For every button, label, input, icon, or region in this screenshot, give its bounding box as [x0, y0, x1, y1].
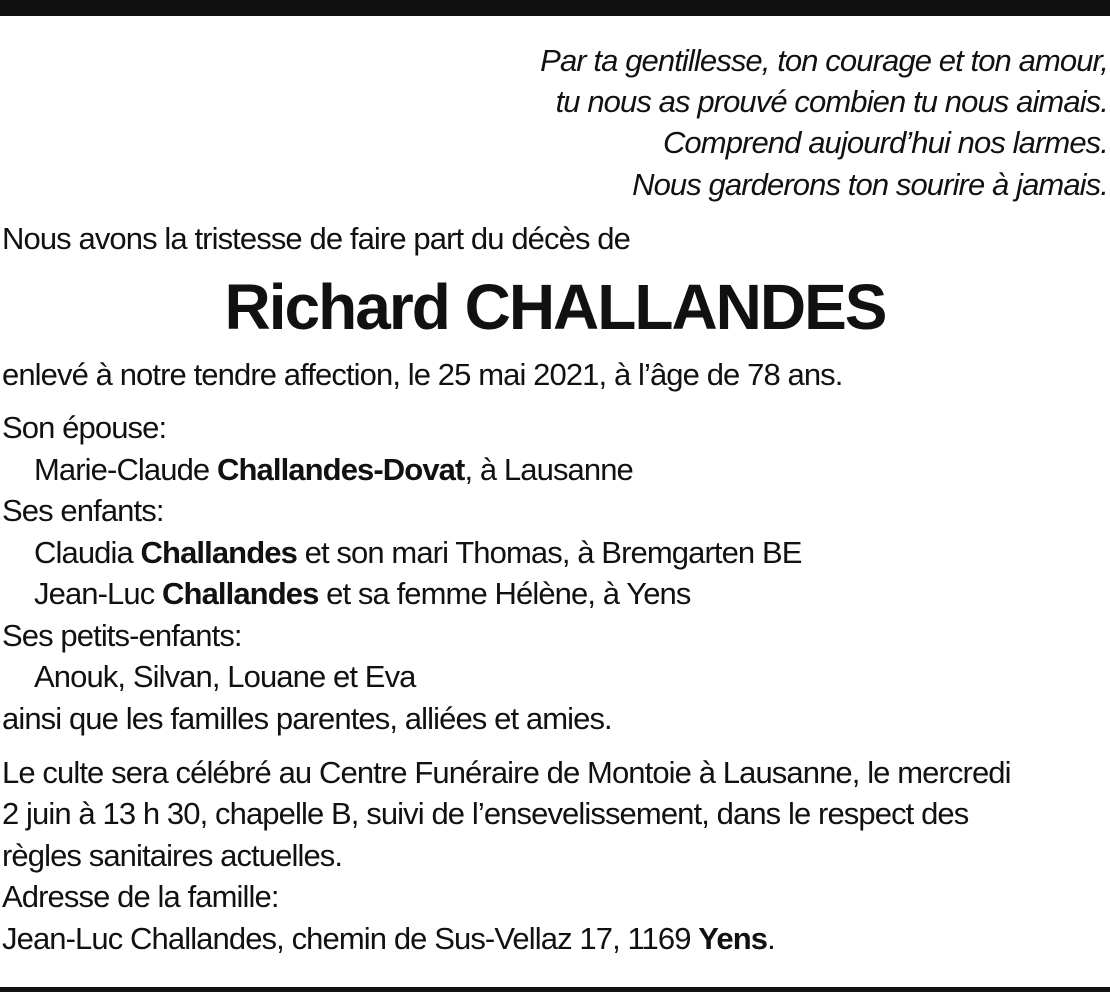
poem-line-3: Comprend aujourd’hui nos larmes. — [662, 125, 1108, 160]
poem-line-2: tu nous as prouvé combien tu nous aimais. — [555, 84, 1108, 119]
child-details: et sa femme Hélène, à Yens — [318, 576, 691, 611]
address-label: Adresse de la famille: — [2, 879, 279, 914]
bottom-border-rule — [0, 987, 1110, 992]
deceased-name: Richard CHALLANDES — [224, 271, 886, 343]
address-town: Yens — [698, 921, 768, 956]
family-address — [2, 918, 775, 960]
top-border-rule — [0, 0, 1110, 16]
announcement-details: enlevé à notre tendre affection, le 25 mai 2021, à l’âge de 78 ans. — [2, 357, 843, 392]
spouse-location: , à Lausanne — [464, 452, 633, 487]
children-label: Ses enfants: — [2, 493, 164, 528]
spouse-last-name: Challandes-Dovat — [217, 452, 465, 487]
grandchildren-names: Anouk, Silvan, Louane et Eva — [34, 659, 416, 694]
child-details: et son mari Thomas, à Bremgarten BE — [296, 535, 802, 570]
poem-line-1: Par ta gentillesse, ton courage et ton amour, — [540, 43, 1108, 78]
spouse-first-name: Marie-Claude — [34, 452, 217, 487]
spouse-label: Son épouse: — [2, 410, 167, 445]
service-line-3: règles sanitaires actuelles. — [2, 838, 343, 873]
child-entry-2 — [34, 573, 691, 615]
spouse-entry — [34, 449, 633, 491]
address-street: Jean-Luc Challandes, chemin de Sus-Vellaz 17, 1169 — [2, 921, 699, 956]
child-first-name: Jean-Luc — [34, 576, 163, 611]
address-end: . — [767, 921, 775, 956]
poem-line-4: Nous garderons ton sourire à jamais. — [632, 167, 1108, 202]
grandchildren-label: Ses petits-enfants: — [2, 618, 242, 653]
child-entry-1 — [34, 532, 802, 574]
service-line-2: 2 juin à 13 h 30, chapelle B, suivi de l’ensevelissement, dans le respect des — [2, 796, 969, 831]
child-first-name: Claudia — [34, 535, 141, 570]
family-closing: ainsi que les familles parentes, alliées et amies. — [2, 701, 612, 736]
child-last-name: Challandes — [162, 576, 319, 611]
announcement-intro: Nous avons la tristesse de faire part du décès de — [2, 221, 630, 256]
service-line-1: Le culte sera célébré au Centre Funéraire de Montoie à Lausanne, le mercredi — [2, 755, 1011, 790]
child-last-name: Challandes — [140, 535, 297, 570]
